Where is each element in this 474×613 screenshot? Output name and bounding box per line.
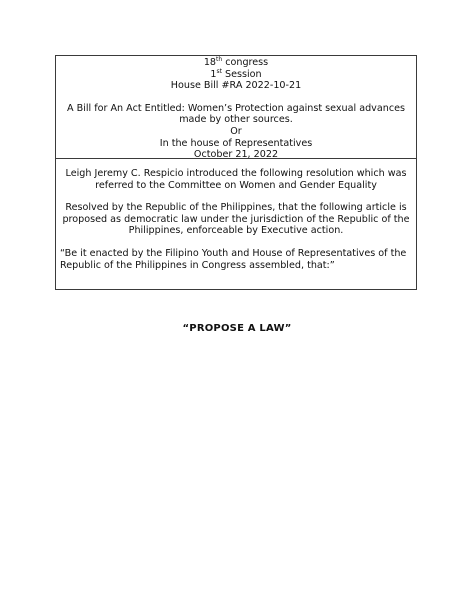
intro-line: Leigh Jeremy C. Respicio introduced the following resolution which was: [65, 168, 407, 179]
resolved-line: Philippines, enforceable by Executive action.: [128, 225, 344, 237]
resolved-paragraph: [60, 202, 412, 237]
session-line: [56, 69, 416, 81]
session-ordinal: st: [216, 67, 222, 75]
house-text: In the house of Representatives: [159, 137, 313, 149]
bill-number: House Bill #RA 2022-10-21: [170, 80, 302, 92]
page-title: “PROPOSE A LAW”: [182, 323, 292, 334]
enactment-paragraph: [60, 248, 412, 271]
bill-body-cell: [56, 159, 416, 289]
bill-header-cell: [56, 56, 416, 159]
enact-line: Republic of the Philippines in Congress assembled, that:”: [60, 259, 335, 271]
bill-title-line-2: made by other sources.: [179, 114, 293, 126]
congress-line: [56, 57, 416, 69]
bill-date: October 21, 2022: [193, 149, 279, 161]
congress-label: congress: [222, 57, 269, 68]
intro-line: referred to the Committee on Women and Gender Equality: [95, 179, 377, 191]
congress-ordinal: th: [216, 56, 223, 63]
session-label: Session: [221, 68, 262, 80]
intro-paragraph: [60, 168, 412, 191]
congress-number: 18: [203, 57, 217, 68]
session-number: 1: [210, 68, 217, 80]
enact-line: “Be it enacted by the Filipino Youth and House of Representatives of the: [60, 247, 407, 259]
resolved-line: Resolved by the Republic of the Philippines, that the following article is: [65, 202, 407, 214]
bill-title-line-1: A Bill for An Act Entitled: Women’s Protection against sexual advances: [67, 102, 405, 114]
bill-table: [55, 55, 417, 290]
resolved-line: proposed as democratic law under the jurisdiction of the Republic of the: [62, 213, 410, 225]
or-text: Or: [230, 125, 242, 137]
